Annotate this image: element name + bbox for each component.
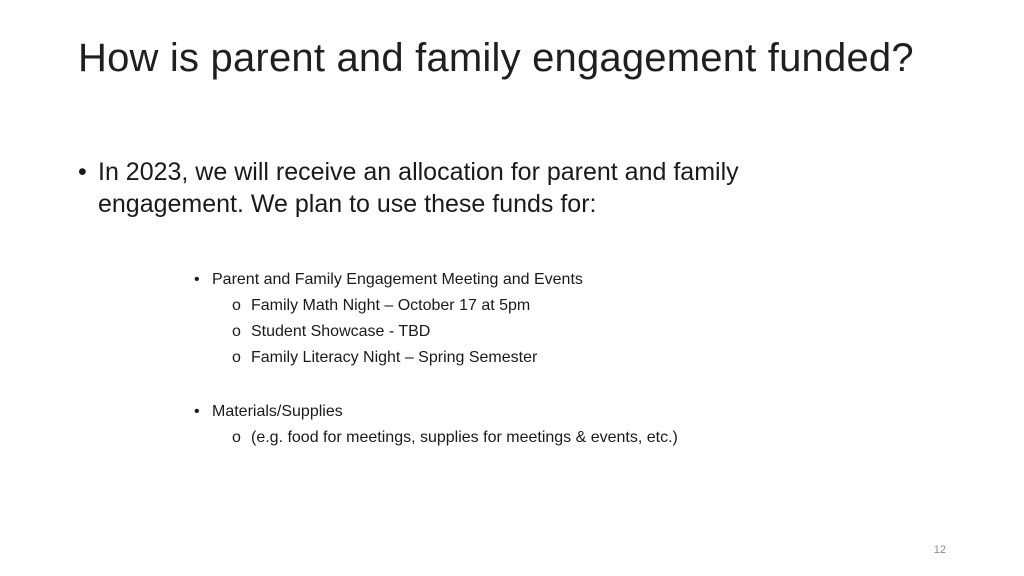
section-label: Materials/Supplies bbox=[212, 403, 343, 420]
section-label: Parent and Family Engagement Meeting and Events bbox=[212, 271, 583, 288]
list-item bbox=[232, 293, 894, 319]
section-heading bbox=[194, 267, 894, 293]
circle-bullet-marker: o bbox=[232, 429, 241, 446]
section-meetings-events bbox=[194, 267, 894, 371]
circle-bullet-marker: o bbox=[232, 323, 241, 340]
bullet-marker: • bbox=[194, 403, 200, 420]
page-number: 12 bbox=[933, 544, 946, 556]
list-item bbox=[232, 345, 894, 371]
slide-title: How is parent and family engagement funded? bbox=[78, 36, 914, 80]
circle-bullet-marker: o bbox=[232, 349, 241, 366]
bullet-marker: • bbox=[78, 158, 87, 186]
section-heading bbox=[194, 399, 894, 425]
section-materials-supplies bbox=[194, 399, 894, 451]
list-item-text: Student Showcase - TBD bbox=[251, 323, 431, 340]
list-item bbox=[232, 319, 894, 345]
list-item bbox=[232, 425, 894, 451]
main-bullet bbox=[78, 156, 878, 220]
circle-bullet-marker: o bbox=[232, 297, 241, 314]
list-item-text: Family Math Night – October 17 at 5pm bbox=[251, 297, 531, 314]
list-item-text: (e.g. food for meetings, supplies for meetings & events, etc.) bbox=[251, 429, 678, 446]
main-bullet-text: In 2023, we will receive an allocation for parent and family engagement. We plan to use these funds for: bbox=[98, 158, 739, 218]
bullet-marker: • bbox=[194, 271, 200, 288]
section-items bbox=[232, 293, 894, 371]
list-item-text: Family Literacy Night – Spring Semester bbox=[251, 349, 538, 366]
section-items bbox=[232, 425, 894, 451]
